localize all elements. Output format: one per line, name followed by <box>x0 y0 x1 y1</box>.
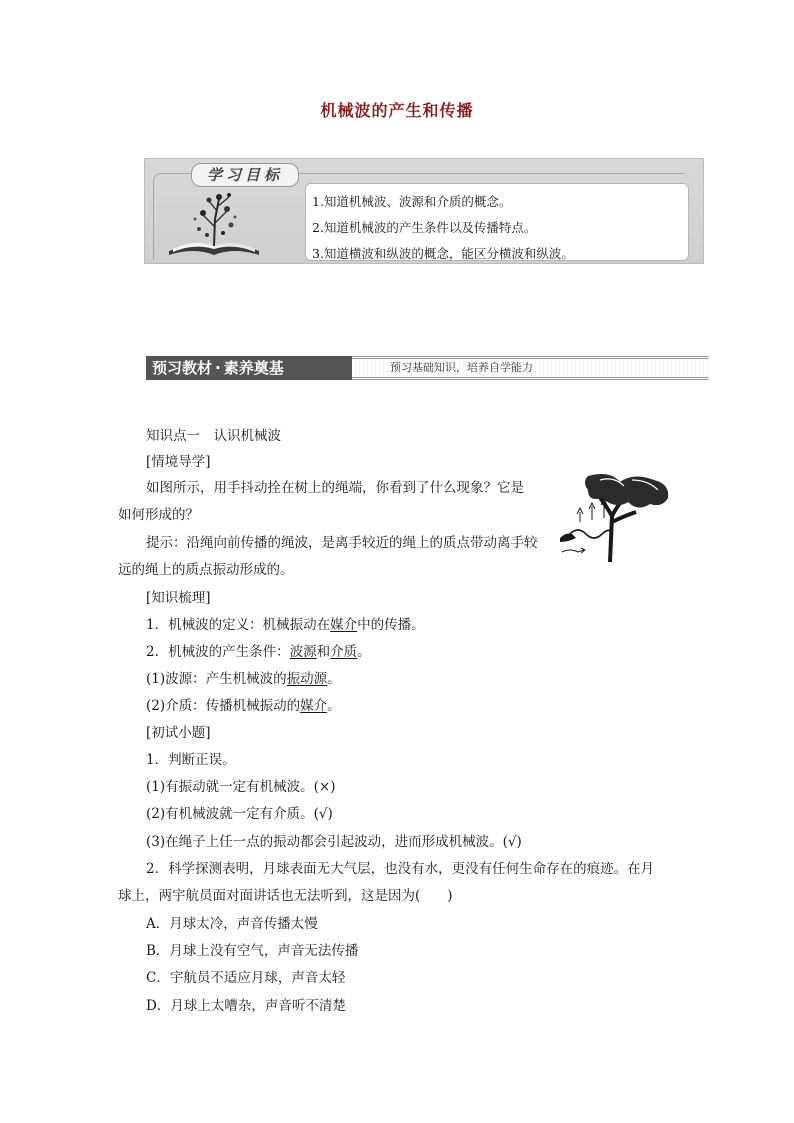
option-a: A．月球太冷，声音传播太慢 <box>146 916 318 932</box>
hint-line2: 远的绳上的质点振动形成的。 <box>118 562 294 578</box>
text: (2)介质：传播机械振动的 <box>146 698 301 714</box>
knowledge-item-4 <box>146 694 341 714</box>
text: 和 <box>316 644 331 660</box>
option-d: D．月球上太嘈杂，声音听不清楚 <box>146 998 346 1014</box>
underlined-answer: 媒介 <box>300 698 328 714</box>
knowledge-item-1 <box>146 613 425 633</box>
text: (1)波源：产生机械波的 <box>146 671 287 687</box>
quiz-statement-2: (2)有机械波就一定有介质。(√) <box>146 806 333 822</box>
quiz-statement-3: (3)在绳子上任一点的振动都会引起波动，进而形成机械波。(√) <box>146 834 522 850</box>
banner-title-b: 素养奠基 <box>223 359 284 377</box>
hint-line1: 提示：沿绳向前传播的绳波，是离手较近的绳上的质点带动离手较 <box>146 535 538 551</box>
text: 。 <box>327 698 341 714</box>
text: 。 <box>327 671 341 687</box>
underlined-answer: 波源 <box>289 644 317 660</box>
banner-subtitle: 预习基础知识，培养自学能力 <box>352 356 708 380</box>
quiz-label: [初试小题] <box>146 725 211 741</box>
text: 中的传播。 <box>357 617 425 633</box>
objective-item: 1.知道机械波、波源和介质的概念。 <box>312 194 512 209</box>
objectives-panel <box>144 158 704 264</box>
banner-bullet: · <box>215 359 221 377</box>
text: 1．机械波的定义：机械振动在 <box>146 617 331 633</box>
quiz-question-1: 1．判断正误。 <box>146 752 236 768</box>
option-c: C．宇航员不适应月球，声音太轻 <box>146 970 346 986</box>
objective-item: 3.知道横波和纵波的概念，能区分横波和纵波。 <box>312 246 574 261</box>
underlined-answer: 媒介 <box>330 617 358 633</box>
scenario-question-line2: 如何形成的？ <box>118 507 199 523</box>
text: 。 <box>357 644 371 660</box>
knowledge-label: [知识梳理] <box>146 590 211 606</box>
banner-title-a: 预习教材 <box>152 359 213 377</box>
scenario-label: [情境导学] <box>146 454 211 470</box>
quiz-question-2-line2: 球上，两宇航员面对面讲话也无法听到，这是因为( ) <box>118 888 453 904</box>
scenario-question-line1: 如图所示，用手抖动拴在树上的绳端，你看到了什么现象？它是 <box>146 480 524 496</box>
knowledge-item-2 <box>146 640 371 660</box>
objectives-list <box>305 183 689 261</box>
section-banner <box>146 356 708 380</box>
page-title: 机械波的产生和传播 <box>320 101 474 120</box>
knowledge-item-3 <box>146 667 341 687</box>
banner-title <box>146 356 352 380</box>
underlined-answer: 介质 <box>330 644 358 660</box>
objective-item: 2.知道机械波的产生条件以及传播特点。 <box>312 220 537 235</box>
underlined-answer: 振动源 <box>286 671 328 687</box>
section-heading: 知识点一 认识机械波 <box>146 428 281 444</box>
option-b: B．月球上没有空气，声音无法传播 <box>146 943 359 959</box>
rope-wave-tree-illustration <box>558 472 676 564</box>
book-tree-illustration <box>159 189 269 261</box>
quiz-question-2-line1: 2．科学探测表明，月球表面无大气层，也没有水，更没有任何生命存在的痕迹。在月 <box>146 861 655 877</box>
text: 2．机械波的产生条件： <box>146 644 290 660</box>
quiz-statement-1: (1)有振动就一定有机械波。(×) <box>146 779 336 795</box>
objectives-tab-label: 学习目标 <box>191 163 299 187</box>
